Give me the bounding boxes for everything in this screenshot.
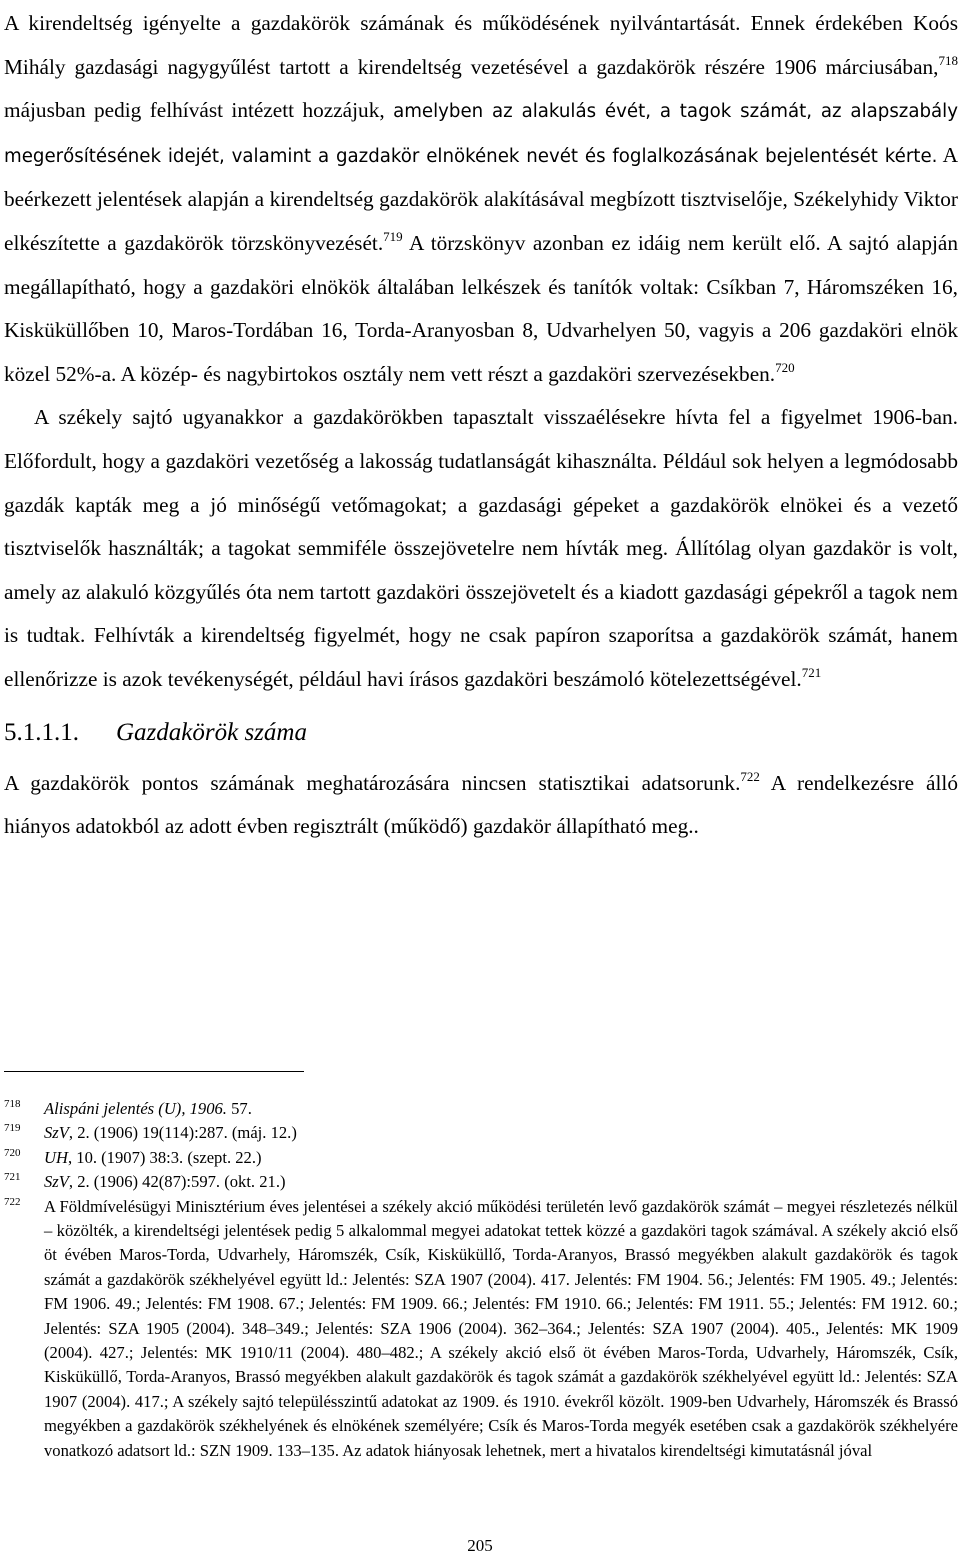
footnote-source: Alispáni jelentés (U), 1906. xyxy=(44,1099,227,1118)
paragraph-text-sans: amelyben az alakulás évét, a tagok számát, az alapszabály megerősítésének idejét, valamint a gazdakör elnökének nevét és foglalkozásának bejelentését kérte. xyxy=(4,101,958,167)
footnote-text xyxy=(44,1170,958,1194)
footnote-text: A Földmívelésügyi Minisztérium éves jelentései a székely akció működési területén levő gazdakörök számát – megyei részletezés nélkül – közölték, a kirendeltségi jelentések pedig 5 alkalommal megyei adatokat tettek közzé a gazdaköri tagok számával. A székely akció első öt évében Maros-Torda, Udvarhely, Háromszék, Csík, Kisküküllő, Torda-Aranyos, Brassó megyékben alakult gazdakörök és tagok számát a gazdakörök székhelyével együtt ld.: Jelentés: SZA 1907 (2004). 417. Jelentés: FM 1904. 56.; Jelentés: FM 1905. 49.; Jelentés: FM 1906. 49.; Jelentés: FM 1908. 67.; Jelentés: FM 1909. 66.; Jelentés: FM 1910. 66.; Jelentés: FM 1911. 55.; Jelentés: FM 1912. 60.; Jelentés: SZA 1905 (2004). 348–349.; Jelentés: SZA 1906 (2004). 362–364.; Jelentés: SZA 1907 (2004). 405., Jelentés: MK 1909 (2004). 427.; Jelentés: MK 1910/11 (2004). 480–482.; A székely akció első öt évében Maros-Torda, Udvarhely, Háromszék, Csík, Kisküküllő, Torda-Aranyos, Brassó megyékben alakult gazdakörök és tagok számát a gazdakörök székhelyével együtt ld.: Jelentés: SZA 1907 (2004). 417.; A székely sajtó településszintű adatokat az 1909. és 1910. évekről közölt. 1909-ben Udvarhely, Háromszék és Brassó megyékben a gazdakörök székhelyének és elnökének személyére; Csík és Maros-Torda megyék esetében csak a gazdakörök székhelyére vonatkozó adatsort ld.: SZN 1909. 133–135. Az adatok hiányosak lehetnek, mert a hivatalos kirendeltségi kimutatásnál jóval xyxy=(44,1196,958,1460)
footnote-source: SzV xyxy=(44,1172,69,1192)
footnote-detail: , 2. (1906) 19(114):287. (máj. 12.) xyxy=(68,1123,297,1143)
footnote-separator xyxy=(4,1071,304,1072)
footnote-source: UH xyxy=(44,1147,68,1167)
footnote-detail: 57. xyxy=(226,1099,252,1118)
paragraph-text: A törzskönyv azonban ez idáig nem került elő. A sajtó alapján megállapítható, hogy a gazdaköri elnökök általában lelkészek és tanítók voltak: Csíkban 7, Háromszéken 16, Kisküküllőben 10, Maros-Tordában 16, Torda-Aranyosban 8, Udvarhelyen 50, vagyis a 206 gazdaköri elnök közel 52%-a. A közép- és nagybirtokos osztály nem vett részt a gazdaköri szervezésekben. xyxy=(4,230,959,386)
page-number: 205 xyxy=(467,1536,493,1555)
footnote-ref[interactable]: 718 xyxy=(938,52,958,68)
footnote-718 xyxy=(4,1097,958,1121)
body-text xyxy=(4,2,958,849)
section-number: 5.1.1.1. xyxy=(4,718,79,746)
footnote-number: 719 xyxy=(4,1122,21,1135)
footnote-ref[interactable]: 721 xyxy=(801,664,822,680)
paragraph-3 xyxy=(4,762,958,849)
footnote-720 xyxy=(4,1146,958,1170)
footnote-text xyxy=(44,1146,958,1170)
footnotes xyxy=(4,1097,958,1463)
footnote-721 xyxy=(4,1170,958,1194)
footnote-722 xyxy=(4,1195,958,1463)
section-title: Gazdakörök száma xyxy=(116,718,307,746)
footnote-detail: , 2. (1906) 42(87):597. (okt. 21.) xyxy=(68,1172,286,1192)
footnote-ref[interactable]: 720 xyxy=(775,359,795,375)
section-heading xyxy=(4,710,958,756)
paragraph-text: A székely sajtó ugyanakkor a gazdakörökben tapasztalt visszaélésekre hívta fel a figyelmet 1906-ban. Előfordult, hogy a gazdaköri vezetőség a lakosság tudatlanságát kihasználta. Például sok helyen a legmódosabb gazdák kapták meg a jó minőségű vetőmagokat; a gazdasági gépeket a gazdakörök elnökei és a vezető tisztviselők használták; a tagokat semmiféle összejövetelre nem hívták meg. Állítólag olyan gazdakör is volt, amely az alakuló közgyűlés óta nem tartott gazdaköri összejövetelt és a kiadott gazdasági gépekről a tagok nem is tudtak. Felhívták a kirendeltség figyelmét, hogy ne csak papíron szaporítsa a gazdakörök számát, hanem ellenőrizze is azok tevékenységét, például havi írásos gazdaköri beszámoló kötelezettségével. xyxy=(4,405,958,691)
paragraph-text: A beérkezett jelentések alapján a kirendeltség gazdakörök alakításával megbízott tisztviselője, Székelyhidy Viktor elkészítette a gazdakörök törzskönyvezését. xyxy=(4,142,959,255)
paragraph-text: A rendelkezésre álló hiányos adatokból az adott évben regisztrált (működő) gazdakör állapítható meg.. xyxy=(4,770,958,839)
paragraph-2 xyxy=(4,396,958,701)
paragraph-text: májusban pedig felhívást intézett hozzájuk, xyxy=(4,98,394,123)
footnote-ref[interactable]: 722 xyxy=(740,768,760,784)
footnote-number: 721 xyxy=(4,1171,21,1184)
footnote-number: 722 xyxy=(4,1195,21,1208)
paragraph-1 xyxy=(4,2,958,396)
footnote-number: 718 xyxy=(4,1098,21,1110)
footnote-text xyxy=(44,1097,958,1121)
footnote-text xyxy=(44,1121,958,1145)
paragraph-text: A kirendeltség igényelte a gazdakörök számának és működésének nyilvántartását. Ennek érdekében Koós Mihály gazdasági nagygyűlést tartott a kirendeltség vezetésével a gazdakörök részére 1906 márciusában, xyxy=(4,11,958,79)
footnote-719 xyxy=(4,1121,958,1145)
footnote-number: 720 xyxy=(4,1146,21,1159)
footnote-source: SzV xyxy=(44,1123,69,1143)
footnote-detail: , 10. (1907) 38:3. (szept. 22.) xyxy=(67,1147,262,1167)
paragraph-text: A gazdakörök pontos számának meghatározására nincsen statisztikai adatsorunk. xyxy=(4,770,741,795)
footnote-ref[interactable]: 719 xyxy=(383,228,403,244)
